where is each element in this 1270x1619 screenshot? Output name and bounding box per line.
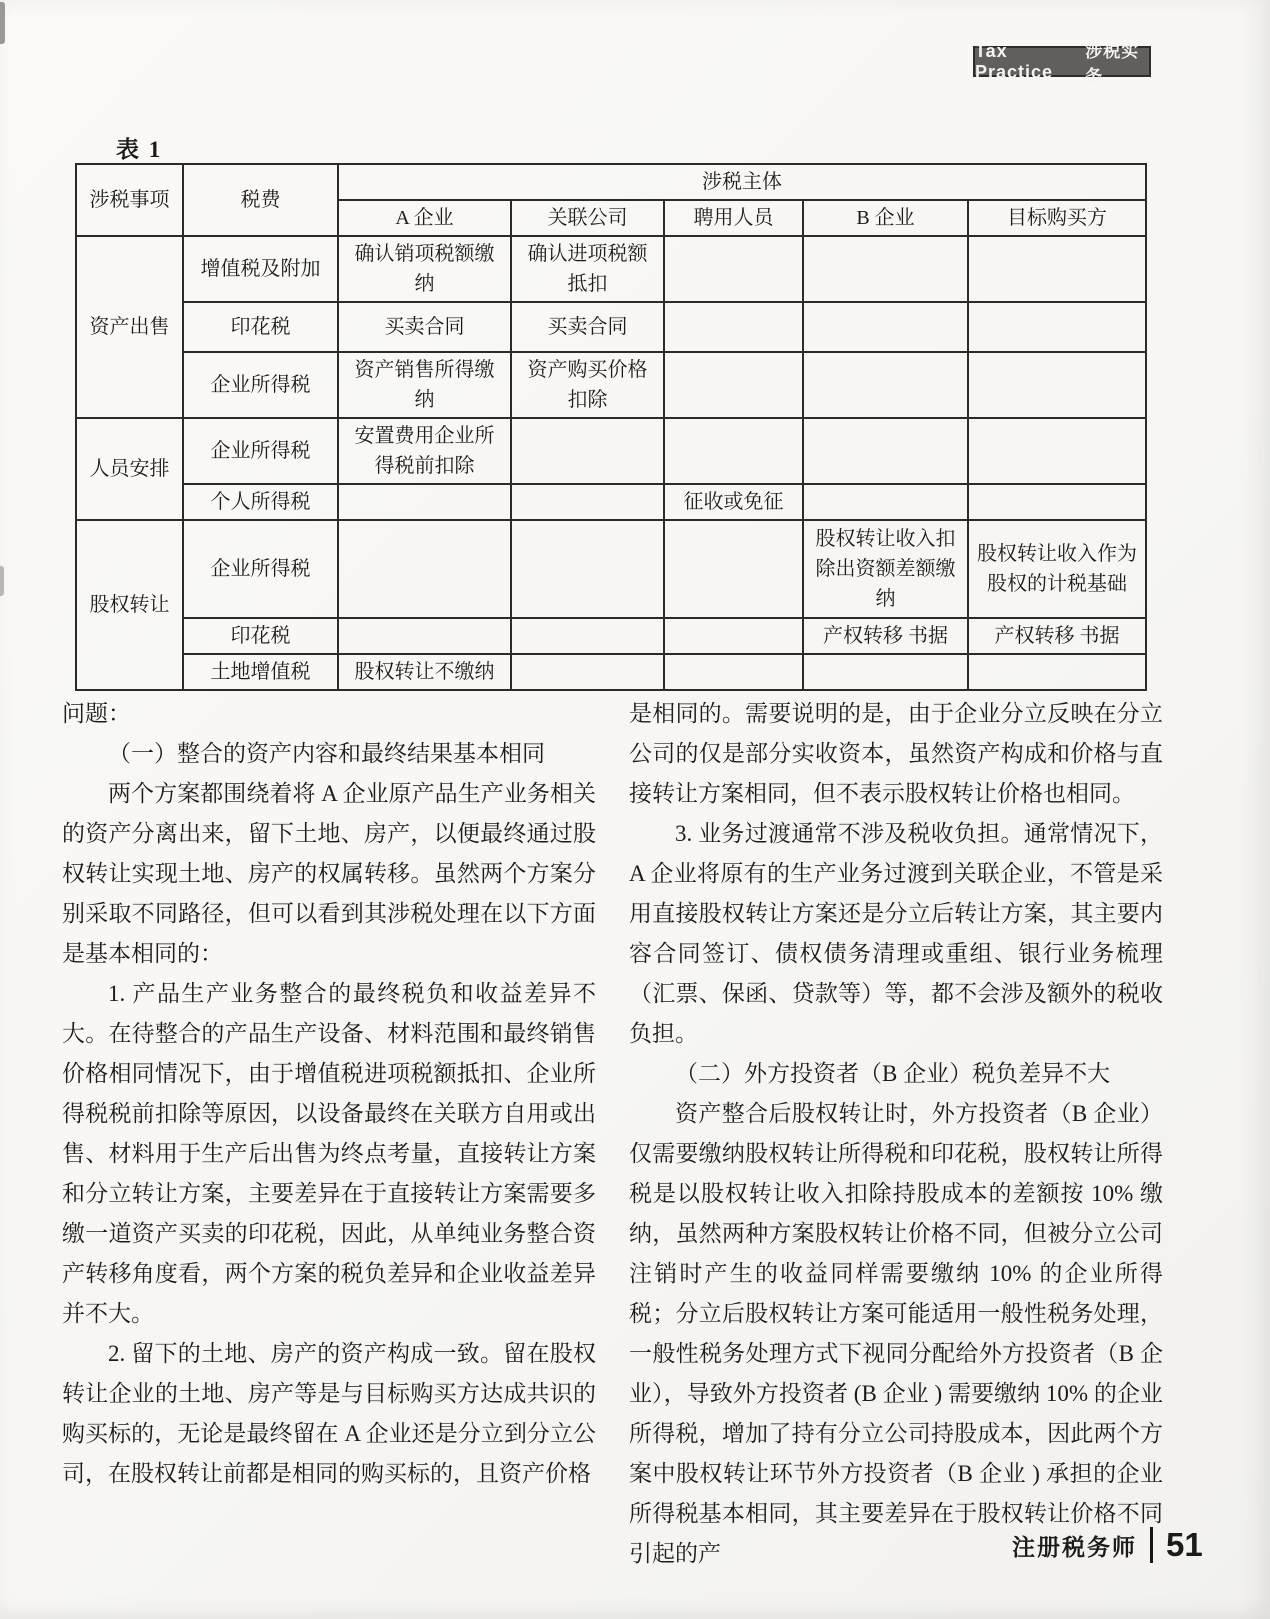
table-cell xyxy=(664,352,803,418)
paragraph: 1. 产品生产业务整合的最终税负和收益差异不大。在待整合的产品生产设备、材料范围和最终销售价格相同情况下，由于增值税进项税额抵扣、企业所得税税前扣除等原因，以设备最终在关联方自用或出售、材料用于生产后出售为终点考量，直接转让方案和分立转让方案，主要差异在于直接转让方案需要多缴一道资产买卖的印花税，因此，从单纯业务整合资产转移角度看，两个方案的税负差异和企业收益差异并不大。 xyxy=(62,981,596,1326)
table-cell: 买卖合同 xyxy=(338,302,511,352)
table-cell: 买卖合同 xyxy=(511,302,664,352)
item-cell-equity-transfer: 股权转让 xyxy=(76,520,183,690)
article-column-left xyxy=(62,694,596,1494)
table-cell xyxy=(968,418,1146,484)
table-cell: 资产销售所得缴纳 xyxy=(338,352,511,418)
tax-cell: 土地增值税 xyxy=(183,654,338,690)
header-cell-subject: A 企业 xyxy=(338,200,511,236)
page-number: 51 xyxy=(1166,1526,1203,1563)
table-cell xyxy=(664,618,803,654)
tax-cell: 增值税及附加 xyxy=(183,236,338,302)
table-cell xyxy=(803,484,968,520)
page-footer xyxy=(1012,1526,1203,1564)
tax-cell: 企业所得税 xyxy=(183,520,338,618)
table-cell: 资产购买价格扣除 xyxy=(511,352,664,418)
table-cell xyxy=(664,520,803,618)
problem-label: 问题： xyxy=(62,701,131,726)
scan-artifact xyxy=(0,2,5,44)
section-heading: （一）整合的资产内容和最终结果基本相同 xyxy=(108,741,545,766)
tax-cell: 企业所得税 xyxy=(183,352,338,418)
header-cell-tax: 税费 xyxy=(183,164,338,236)
header-cell-item: 涉税事项 xyxy=(76,164,183,236)
table-cell xyxy=(968,484,1146,520)
table-cell: 安置费用企业所得税前扣除 xyxy=(338,418,511,484)
table-cell xyxy=(803,654,968,690)
table-cell xyxy=(338,520,511,618)
section-badge-zh: 涉税实务 xyxy=(1085,41,1140,86)
paragraph: 两个方案都围绕着将 A 企业原产品生产业务相关的资产分离出来，留下土地、房产，以便最终通过股权转让实现土地、房产的权属转移。虽然两个方案分别采取不同路径，但可以看到其涉税处理在以下方面是基本相同的： xyxy=(62,781,596,966)
table-caption: 表 1 xyxy=(116,137,163,162)
table-cell xyxy=(968,302,1146,352)
table-cell xyxy=(803,352,968,418)
paragraph: 3. 业务过渡通常不涉及税收负担。通常情况下，A 企业将原有的生产业务过渡到关联企业，不管是采用直接股权转让方案还是分立后转让方案，其主要内容合同签订、债权债务清理或重组、银行业务梳理（汇票、保函、贷款等）等，都不会涉及额外的税收负担。 xyxy=(629,821,1163,1046)
header-cell-subject: 聘用人员 xyxy=(664,200,803,236)
table-cell xyxy=(664,236,803,302)
item-cell-asset-sale: 资产出售 xyxy=(76,236,183,418)
table-cell: 征收或免征 xyxy=(664,484,803,520)
table-cell: 产权转移 书据 xyxy=(803,618,968,654)
table-cell xyxy=(664,302,803,352)
table-cell xyxy=(511,618,664,654)
table-cell xyxy=(664,654,803,690)
paragraph: 是相同的。需要说明的是，由于企业分立反映在分立公司的仅是部分实收资本，虽然资产构成和价格与直接转让方案相同，但不表示股权转让价格也相同。 xyxy=(629,701,1163,806)
header-cell-subject: 目标购买方 xyxy=(968,200,1146,236)
table-cell: 股权转让收入作为股权的计税基础 xyxy=(968,520,1146,618)
table-cell: 确认进项税额抵扣 xyxy=(511,236,664,302)
header-cell-group: 涉税主体 xyxy=(338,164,1146,200)
table-cell xyxy=(511,484,664,520)
table-cell xyxy=(803,236,968,302)
table-cell xyxy=(803,302,968,352)
footer-divider xyxy=(1150,1527,1153,1563)
tax-cell: 印花税 xyxy=(183,302,338,352)
scan-artifact xyxy=(0,566,4,596)
article-column-right xyxy=(629,694,1163,1574)
tax-cell: 企业所得税 xyxy=(183,418,338,484)
paragraph: 2. 留下的土地、房产的资产构成一致。留在股权转让企业的土地、房产等是与目标购买方达成共识的购买标的，无论是最终留在 A 企业还是分立到分立公司，在股权转让前都是相同的购买标的，且资产价格 xyxy=(62,1341,596,1486)
table-cell xyxy=(511,520,664,618)
table-cell xyxy=(968,654,1146,690)
table-cell: 股权转让收入扣除出资额差额缴纳 xyxy=(803,520,968,618)
item-cell-staffing: 人员安排 xyxy=(76,418,183,520)
table-cell xyxy=(511,418,664,484)
paragraph: 资产整合后股权转让时，外方投资者（B 企业）仅需要缴纳股权转让所得税和印花税，股权转让所得税是以股权转让收入扣除持股成本的差额按 10% 缴纳，虽然两种方案股权转让价格不同，但被分立公司注销时产生的收益同样需要缴纳 10% 的企业所得税；分立后股权转让方案可能适用一般性税务处理，一般性税务处理方式下视同分配给外方投资者（B 企业），导致外方投资者 (B 企业 ) 需要缴纳 10% 的企业所得税，增加了持有分立公司持股成本，因此两个方案中股权转让环节外方投资者（B 企业 ) 承担的企业所得税基本相同，其主要差异在于股权转让价格不同引起的产 xyxy=(629,1101,1163,1566)
table-cell xyxy=(511,654,664,690)
section-badge xyxy=(973,40,1151,86)
section-badge-en: Tax Practice xyxy=(975,40,1054,82)
table-cell xyxy=(803,418,968,484)
tax-matters-table xyxy=(75,163,1147,691)
header-cell-subject: 关联公司 xyxy=(511,200,664,236)
table-cell: 产权转移 书据 xyxy=(968,618,1146,654)
header-cell-subject: B 企业 xyxy=(803,200,968,236)
table-cell xyxy=(338,618,511,654)
table-cell xyxy=(664,418,803,484)
tax-cell: 印花税 xyxy=(183,618,338,654)
tax-cell: 个人所得税 xyxy=(183,484,338,520)
table-cell xyxy=(968,236,1146,302)
table-cell: 股权转让不缴纳 xyxy=(338,654,511,690)
table-cell xyxy=(338,484,511,520)
table-cell: 确认销项税额缴纳 xyxy=(338,236,511,302)
section-heading: （二）外方投资者（B 企业）税负差异不大 xyxy=(675,1061,1111,1086)
journal-name: 注册税务师 xyxy=(1012,1533,1137,1560)
table-cell xyxy=(968,352,1146,418)
